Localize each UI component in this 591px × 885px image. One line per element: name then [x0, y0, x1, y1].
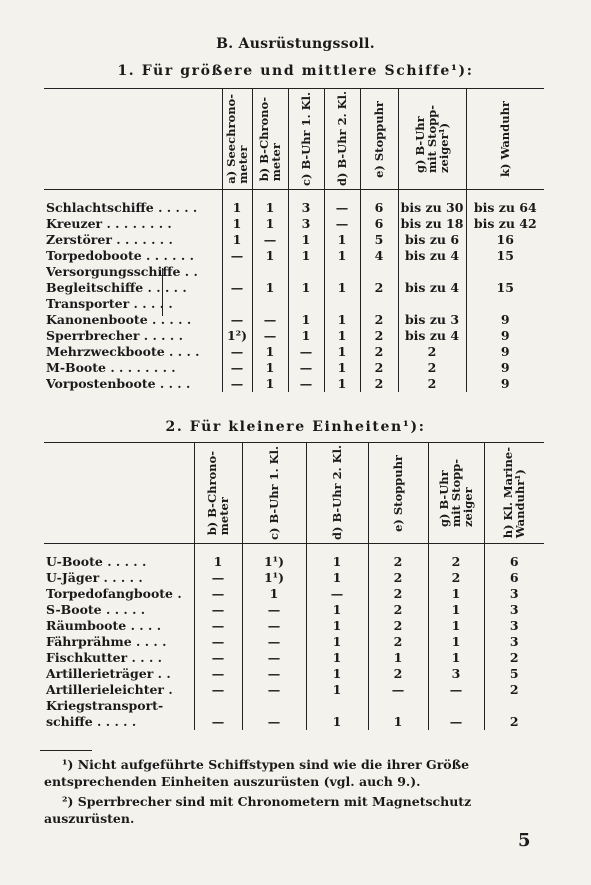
table-cell — [324, 264, 360, 280]
table-cell: 1 — [368, 714, 428, 730]
table-cell: — — [194, 618, 242, 634]
table-cell: — — [324, 200, 360, 216]
table-cell — [222, 264, 252, 280]
table-cell: bis zu 30 — [398, 200, 466, 216]
table-cell: 1 — [288, 312, 324, 328]
table-cell: — — [222, 344, 252, 360]
table-row — [44, 618, 544, 634]
table-cell: — — [194, 586, 242, 602]
table-cell: — — [242, 666, 306, 682]
row-label: Vorpostenboote . . . . — [46, 376, 191, 391]
table-cell — [466, 296, 544, 312]
table-cell: 2 — [484, 714, 544, 730]
table-cell — [428, 698, 484, 714]
table-cell: — — [194, 714, 242, 730]
table-cell: 1 — [368, 650, 428, 666]
table-row — [44, 570, 544, 586]
table-row — [44, 714, 544, 730]
table-cell: 1 — [324, 232, 360, 248]
section-1-title: 1. Für größere und mittlere Schiffe¹): — [117, 63, 474, 79]
table-cell: — — [306, 586, 368, 602]
table-cell — [466, 264, 544, 280]
footnote-rule — [40, 750, 92, 751]
table-cell: 1 — [306, 634, 368, 650]
table-row — [44, 328, 544, 344]
table-cell: — — [242, 618, 306, 634]
table-cell — [306, 698, 368, 714]
column-header: e) Stoppuhr — [368, 443, 428, 544]
table-cell: 1 — [194, 554, 242, 570]
table-cell: 9 — [466, 312, 544, 328]
table-cell: 1 — [252, 216, 288, 232]
table-cell: 9 — [466, 360, 544, 376]
row-label: U-Jäger . . . . . — [46, 570, 143, 585]
table-cell: 1 — [252, 280, 288, 296]
table-row — [44, 200, 544, 216]
table-cell — [398, 264, 466, 280]
table-cell: 1 — [222, 216, 252, 232]
table-cell: 3 — [428, 666, 484, 682]
table-cell: 6 — [360, 216, 398, 232]
row-label: Mehrzweckboote . . . . — [46, 344, 200, 359]
table-cell: 9 — [466, 328, 544, 344]
table-cell: bis zu 4 — [398, 280, 466, 296]
table-cell — [324, 296, 360, 312]
table-cell: — — [242, 714, 306, 730]
table-cell: 1 — [324, 328, 360, 344]
table-cell: 2 — [360, 376, 398, 392]
column-header: c) B-Uhr 1. Kl. — [242, 443, 306, 544]
table-cell: 3 — [288, 216, 324, 232]
table-row — [44, 698, 544, 714]
table-cell: 1 — [306, 618, 368, 634]
table-cell — [398, 296, 466, 312]
table-cell: 6 — [360, 200, 398, 216]
table-row — [44, 216, 544, 232]
table-cell: bis zu 18 — [398, 216, 466, 232]
table-cell: 16 — [466, 232, 544, 248]
table-cell: — — [252, 328, 288, 344]
table-cell: 1 — [222, 232, 252, 248]
table-cell: 2 — [360, 360, 398, 376]
table-cell: — — [368, 682, 428, 698]
table-cell: — — [222, 280, 252, 296]
table-cell — [242, 698, 306, 714]
table-cell: 3 — [484, 602, 544, 618]
table-cell: bis zu 4 — [398, 248, 466, 264]
table-row — [44, 264, 544, 280]
table-cell: 1 — [428, 602, 484, 618]
table-cell: — — [288, 344, 324, 360]
table-cell: 1²) — [222, 328, 252, 344]
table-row — [44, 554, 544, 570]
table-cell: 2 — [368, 602, 428, 618]
table-cell: 15 — [466, 280, 544, 296]
table-cell: 2 — [428, 570, 484, 586]
table-cell: 1 — [288, 232, 324, 248]
table-cell: 1 — [324, 360, 360, 376]
table-cell — [360, 264, 398, 280]
table-cell: 1 — [242, 586, 306, 602]
table-cell: 1 — [428, 586, 484, 602]
table-cell: 1 — [306, 666, 368, 682]
column-header: c) B-Uhr 1. Kl. — [288, 89, 324, 190]
table-cell: — — [252, 312, 288, 328]
table-cell: 2 — [398, 344, 466, 360]
table-cell: 2 — [368, 666, 428, 682]
table-cell: 1¹) — [242, 570, 306, 586]
table-cell: 1 — [252, 360, 288, 376]
row-label: Kanonenboote . . . . . — [46, 312, 192, 327]
table-cell: 1 — [288, 328, 324, 344]
main-heading: B. Ausrüstungssoll. — [216, 36, 375, 52]
table-row — [44, 682, 544, 698]
column-header: b) B-Chrono- meter — [252, 89, 288, 190]
table-cell: 2 — [368, 586, 428, 602]
table-cell: — — [242, 602, 306, 618]
table-cell — [288, 296, 324, 312]
row-label: S-Boote . . . . . — [46, 602, 146, 617]
table-cell: — — [194, 650, 242, 666]
table-cell: — — [222, 248, 252, 264]
table-cell: 3 — [484, 618, 544, 634]
table-row — [44, 232, 544, 248]
table-cell: 2 — [368, 618, 428, 634]
table-cell: 3 — [484, 586, 544, 602]
table-cell: 9 — [466, 344, 544, 360]
footnote-2: ²) Sperrbrecher sind mit Chronometern mit Magnetschutz auszurüsten. — [44, 794, 472, 826]
table-row — [44, 280, 544, 296]
table-cell: 2 — [360, 344, 398, 360]
table-cell: 15 — [466, 248, 544, 264]
table-cell: 3 — [288, 200, 324, 216]
table-row — [44, 360, 544, 376]
table-cell: 1 — [324, 344, 360, 360]
table-cell: — — [324, 216, 360, 232]
table-row — [44, 602, 544, 618]
row-label: M-Boote . . . . . . . . — [46, 360, 176, 375]
table-cell: 2 — [360, 328, 398, 344]
row-label: Versorgungsschiffe . . — [46, 264, 198, 279]
table-cell: 6 — [484, 554, 544, 570]
table-cell: 1 — [252, 248, 288, 264]
table-cell: — — [194, 634, 242, 650]
table-cell: — — [428, 682, 484, 698]
footnote-1: ¹) Nicht aufgeführte Schiffstypen sind wie die ihrer Größe entsprechenden Einheiten auszurüsten (vgl. auch 9.). — [44, 757, 470, 789]
table-cell: 1 — [428, 634, 484, 650]
column-header: h) Kl. Marine- Wanduhr¹) — [484, 443, 544, 544]
table-cell: 1 — [428, 618, 484, 634]
row-label: Begleitschiffe . . . . . — [46, 280, 187, 295]
table-cell: 1 — [324, 280, 360, 296]
row-label: schiffe . . . . . — [46, 714, 137, 729]
table-row — [44, 376, 544, 392]
row-label: Fährprähme . . . . — [46, 634, 167, 649]
table-row — [44, 634, 544, 650]
row-label: Zerstörer . . . . . . . — [46, 232, 173, 247]
column-header: k) Wanduhr — [466, 89, 544, 190]
table-cell: 2 — [368, 554, 428, 570]
table-cell: 1 — [222, 200, 252, 216]
table-cell: — — [222, 312, 252, 328]
column-header: e) Stoppuhr — [360, 89, 398, 190]
table-cell: — — [194, 682, 242, 698]
column-header: a) Seechrono- meter — [222, 89, 252, 190]
table-cell: 2 — [428, 554, 484, 570]
table-cell: 1 — [306, 650, 368, 666]
table-cell: 9 — [466, 376, 544, 392]
column-header: d) B-Uhr 2. Kl. — [324, 89, 360, 190]
table-cell: 6 — [484, 570, 544, 586]
table-cell — [194, 698, 242, 714]
column-header: b) B-Chrono- meter — [194, 443, 242, 544]
table-cell: — — [222, 376, 252, 392]
row-group-brace — [162, 268, 169, 316]
table-row — [44, 296, 544, 312]
row-label: Kriegstransport- — [46, 698, 164, 713]
row-label: Fischkutter . . . . — [46, 650, 163, 665]
table-cell: — — [242, 682, 306, 698]
page-number: 5 — [518, 830, 531, 851]
table-cell: 5 — [360, 232, 398, 248]
table-cell: — — [194, 602, 242, 618]
table-cell: — — [194, 666, 242, 682]
row-label: Torpedofangboote . — [46, 586, 182, 601]
table-row — [44, 344, 544, 360]
table-cell — [368, 698, 428, 714]
table-cell: bis zu 64 — [466, 200, 544, 216]
row-label: Sperrbrecher . . . . . — [46, 328, 183, 343]
table-row — [44, 586, 544, 602]
table-cell: — — [242, 650, 306, 666]
table-cell: — — [288, 376, 324, 392]
table-cell: — — [428, 714, 484, 730]
table-row — [44, 312, 544, 328]
table-cell: 5 — [484, 666, 544, 682]
row-label: U-Boote . . . . . — [46, 554, 147, 569]
table-cell: 2 — [398, 360, 466, 376]
table-cell: bis zu 42 — [466, 216, 544, 232]
table-row — [44, 666, 544, 682]
table-cell — [222, 296, 252, 312]
table-cell: 2 — [484, 650, 544, 666]
row-label: Artillerieleichter . — [46, 682, 173, 697]
table-cell: — — [252, 232, 288, 248]
table-cell: 1 — [306, 570, 368, 586]
table-row — [44, 650, 544, 666]
equipment-table-small-units — [44, 442, 544, 730]
row-label: Schlachtschiffe . . . . . — [46, 200, 198, 215]
table-cell: 1 — [252, 344, 288, 360]
column-header: d) B-Uhr 2. Kl. — [306, 443, 368, 544]
row-label: Torpedoboote . . . . . . — [46, 248, 194, 263]
table-cell: 4 — [360, 248, 398, 264]
table-cell: — — [222, 360, 252, 376]
table-cell: 1 — [306, 554, 368, 570]
table-cell: 1 — [324, 312, 360, 328]
table-cell: 2 — [360, 280, 398, 296]
section-2-title: 2. Für kleinere Einheiten¹): — [165, 419, 426, 435]
table-cell: bis zu 4 — [398, 328, 466, 344]
column-header: g) B-Uhr mit Stopp- zeiger¹) — [398, 89, 466, 190]
table-cell: 1 — [306, 714, 368, 730]
table-cell: 2 — [398, 376, 466, 392]
table-cell: 2 — [484, 682, 544, 698]
table-cell: 2 — [368, 570, 428, 586]
table-cell: 1 — [252, 376, 288, 392]
table-cell — [252, 296, 288, 312]
table-cell — [484, 698, 544, 714]
table-cell: — — [194, 570, 242, 586]
table-row — [44, 248, 544, 264]
table-cell: bis zu 6 — [398, 232, 466, 248]
row-label: Kreuzer . . . . . . . . — [46, 216, 172, 231]
table-cell: 1 — [428, 650, 484, 666]
column-header: g) B-Uhr mit Stopp- zeiger — [428, 443, 484, 544]
table-cell: 2 — [360, 312, 398, 328]
table-cell: 3 — [484, 634, 544, 650]
table-cell: — — [242, 634, 306, 650]
table-cell: 1¹) — [242, 554, 306, 570]
table-cell — [252, 264, 288, 280]
row-label: Artillerieträger . . — [46, 666, 171, 681]
equipment-table-large-ships — [44, 88, 544, 392]
table-cell: 1 — [288, 280, 324, 296]
table-cell: 1 — [252, 200, 288, 216]
table-cell — [288, 264, 324, 280]
table-cell: 1 — [288, 248, 324, 264]
row-label: Transporter . . . . . — [46, 296, 173, 311]
row-label: Räumboote . . . . — [46, 618, 162, 633]
table-cell: — — [288, 360, 324, 376]
table-cell: 1 — [324, 248, 360, 264]
table-cell: 1 — [306, 682, 368, 698]
table-cell: 1 — [324, 376, 360, 392]
table-cell: 2 — [368, 634, 428, 650]
table-cell: 1 — [306, 602, 368, 618]
table-cell — [360, 296, 398, 312]
table-cell: bis zu 3 — [398, 312, 466, 328]
